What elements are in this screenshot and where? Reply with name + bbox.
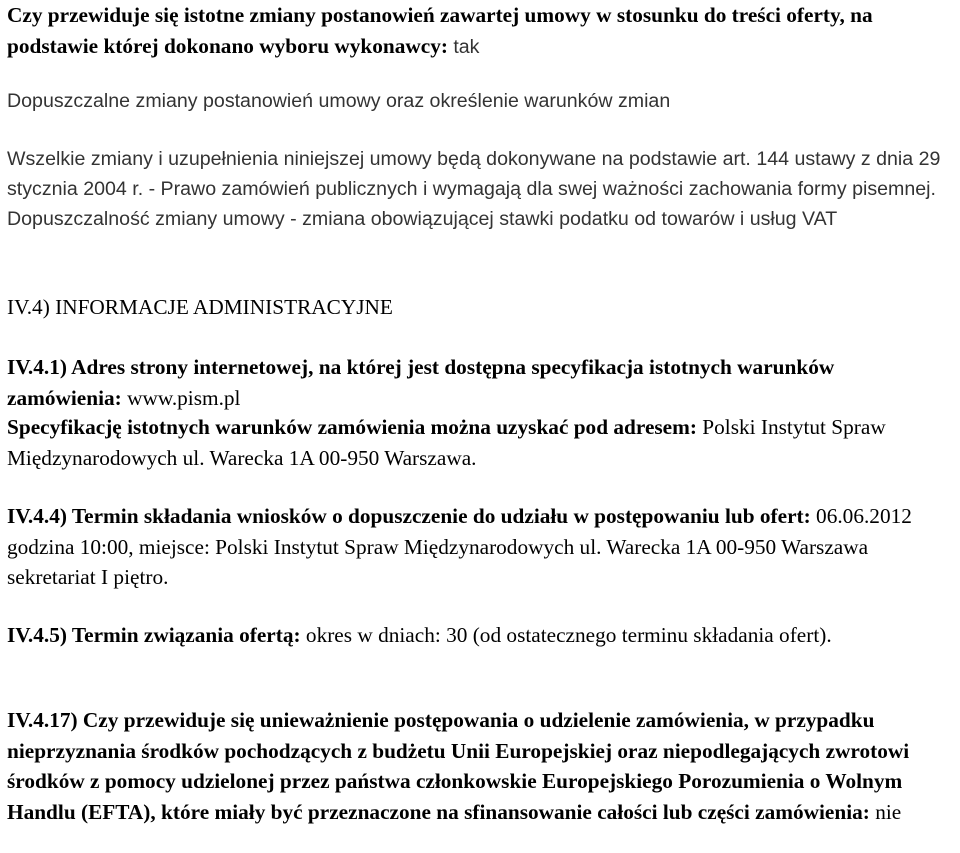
offer-binding-period-value: okres w dniach: 30 (od ostatecznego terminu składania ofert). (305, 623, 832, 647)
offer-binding-period-label: IV.4.5) Termin związania ofertą: (7, 623, 301, 647)
annulment-question-answer: nie (875, 799, 902, 824)
question-contract-changes-answer: tak (453, 35, 480, 58)
question-contract-changes-label: Czy przewiduje się istotne zmiany postanowień zawartej umowy w stosunku do treści oferty, na podstawie której dokonano wyboru wykonawcy: (7, 3, 873, 58)
submission-deadline-value: 06.06.2012 godzina 10:00, miejsce: Polski Instytut Spraw Międzynarodowych ul. Warecka 1A 00-950 Warszawa sekretariat I piętro. (7, 504, 912, 589)
siwz-address (7, 412, 954, 473)
siwz-website-label: IV.4.1) Adres strony internetowej, na której jest dostępna specyfikacja istotnych warunków zamówienia: (7, 355, 835, 410)
offer-binding-period (7, 620, 954, 651)
annulment-question-label: IV.4.17) Czy przewiduje się unieważnienie postępowania o udzielenie zamówienia, w przypadku nieprzyznania środków pochodzących z budżetu Unii Europejskiej oraz niepodlegających zwrotowi środków z pomocy udzielonej przez państwa członkowskie Europejskiego Porozumienia o Wolnym Handlu (EFTA), które miały być przeznaczone na sfinansowanie całości lub części zamówienia: (7, 708, 910, 824)
siwz-website (7, 352, 954, 413)
submission-deadline (7, 501, 954, 593)
submission-deadline-label: IV.4.4) Termin składania wniosków o dopuszczenie do udziału w postępowaniu lub ofert: (7, 504, 811, 528)
annulment-question (7, 705, 956, 827)
question-contract-changes (7, 0, 954, 62)
siwz-address-label: Specyfikację istotnych warunków zamówienia można uzyskać pod adresem: (7, 415, 697, 439)
siwz-website-url[interactable]: www.pism.pl (127, 385, 241, 410)
allowed-changes-heading: Dopuszczalne zmiany postanowień umowy oraz określenie warunków zmian (7, 90, 671, 112)
allowed-changes-text: Wszelkie zmiany i uzupełnienia niniejszej umowy będą dokonywane na podstawie art. 144 ustawy z dnia 29 stycznia 2004 r. - Prawo zamówień publicznych i wymagają dla swej ważności zachowania formy pisemnej. Dopuszczalność zmiany umowy - zmiana obowiązującej stawki podatku od towarów i usług VAT (7, 148, 941, 230)
siwz-address-value: Polski Instytut Spraw Międzynarodowych ul. Warecka 1A 00-950 Warszawa. (7, 415, 886, 470)
section-heading-administrative: IV.4) INFORMACJE ADMINISTRACYJNE (7, 295, 393, 319)
